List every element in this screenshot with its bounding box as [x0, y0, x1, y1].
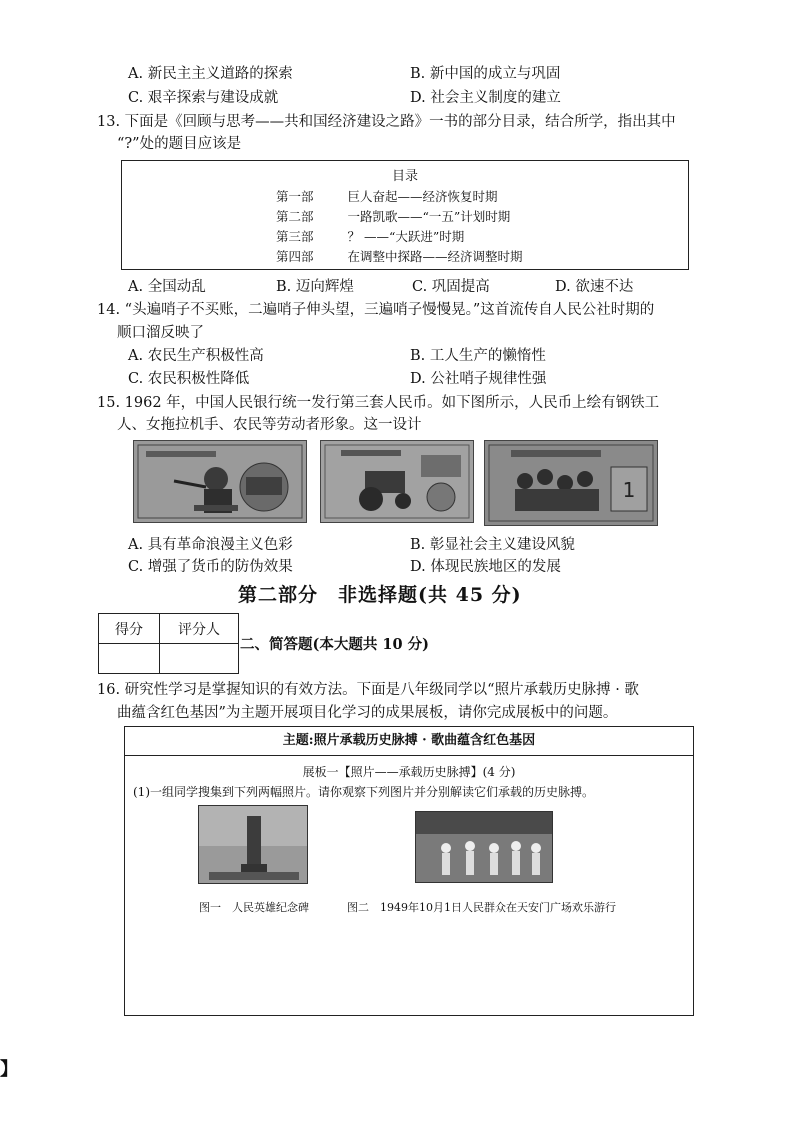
grader-cell — [160, 644, 239, 674]
banknote-image-3 — [484, 440, 658, 526]
q15-option-d: D. 体现民族地区的发展 — [410, 559, 561, 575]
q12-option-a: A. 新民主主义道路的探索 — [128, 66, 293, 82]
photo-parade — [415, 811, 553, 883]
toc-row-1 — [276, 187, 498, 205]
toc-title: 目录 — [391, 169, 418, 184]
q14-option-d: D. 公社哨子规律性强 — [410, 371, 547, 387]
q13-stem-line1: 13. 下面是《回顾与思考——共和国经济建设之路》一书的部分目录，结合所学，指出其中 — [97, 114, 676, 130]
banknote-tractor-icon — [321, 441, 473, 522]
q12-option-b: B. 新中国的成立与巩固 — [410, 66, 561, 82]
grader-label: 评分人 — [160, 614, 239, 644]
toc-text: 在调整中探路——经济调整时期 — [347, 249, 523, 264]
banknote-steelworker-icon — [134, 441, 306, 522]
q16-stem-line2: 曲蕴含红色基因”为主题开展项目化学习的成果展板，请你完成展板中的问题。 — [117, 705, 618, 721]
q12-option-c: C. 艰辛探索与建设成就 — [128, 90, 279, 106]
score-table — [98, 613, 239, 674]
toc-text: 巨人奋起——经济恢复时期 — [347, 189, 498, 204]
toc-text: 一路凯歌——“一五”计划时期 — [347, 209, 511, 224]
toc-part: 第四部 — [276, 249, 314, 264]
svg-text:1: 1 — [622, 478, 636, 502]
toc-part: 第一部 — [276, 189, 314, 204]
q14-option-c: C. 农民积极性降低 — [128, 371, 250, 387]
board-theme: 主题:照片承载历史脉搏 · 歌曲蕴含红色基因 — [125, 727, 693, 756]
board-subtitle: 展板一【照片——承载历史脉搏】(4 分) — [302, 765, 516, 779]
q14-option-a: A. 农民生产积极性高 — [128, 348, 264, 364]
banknote-image-1 — [133, 440, 307, 523]
table-of-contents-box — [121, 160, 689, 270]
board-instruction: (1)一组同学搜集到下列两幅照片。请你观察下列图片并分别解读它们承载的历史脉搏。 — [133, 785, 595, 799]
q12-option-d: D. 社会主义制度的建立 — [410, 90, 561, 106]
edge-bracket-mark: 】 — [0, 1059, 18, 1080]
toc-part: 第三部 — [276, 229, 314, 244]
banknote-image-2 — [320, 440, 474, 523]
q15-option-c: C. 增强了货币的防伪效果 — [128, 559, 293, 575]
toc-part: 第二部 — [276, 209, 314, 224]
q13-option-c: C. 巩固提高 — [412, 279, 490, 295]
q14-option-b: B. 工人生产的懒惰性 — [410, 348, 546, 364]
parade-photo-icon — [416, 812, 552, 882]
banknote-farmers-icon — [485, 441, 657, 525]
q13-option-b: B. 迈向辉煌 — [276, 279, 354, 295]
q14-stem-line2: 顺口溜反映了 — [117, 325, 204, 341]
photo-caption-2: 图二 1949年10月1日人民群众在天安门广场欢乐游行 — [347, 901, 616, 914]
q15-option-b: B. 彰显社会主义建设风貌 — [410, 537, 575, 553]
exhibition-board — [124, 726, 694, 1016]
q13-option-d: D. 欲速不达 — [555, 279, 634, 295]
q14-stem-line1: 14. “头遍哨子不买账，二遍哨子伸头望，三遍哨子慢慢晃。”这首流传自人民公社时期的 — [97, 302, 655, 318]
score-cell — [99, 644, 160, 674]
toc-text: ？ ——“大跃进”时期 — [347, 229, 465, 244]
toc-row-3 — [276, 227, 464, 245]
q13-option-a: A. 全国动乱 — [128, 279, 206, 295]
toc-row-2 — [276, 207, 510, 225]
q16-stem-line1: 16. 研究性学习是掌握知识的有效方法。下面是八年级同学以“照片承载历史脉搏 · 歌 — [97, 682, 639, 698]
score-label: 得分 — [99, 614, 160, 644]
photo-caption-1: 图一 人民英雄纪念碑 — [199, 901, 309, 914]
part2-title: 第二部分 非选择题(共 45 分) — [238, 584, 522, 606]
q15-stem-line1: 15. 1962 年，中国人民银行统一发行第三套人民币。如下图所示，人民币上绘有钢铁工 — [97, 395, 660, 411]
q15-stem-line2: 人、女拖拉机手、农民等劳动者形象。这一设计 — [117, 417, 422, 433]
q13-stem-line2: “?”处的题目应该是 — [117, 136, 242, 152]
toc-row-4 — [276, 247, 523, 265]
monument-photo-icon — [199, 806, 307, 883]
section-heading: 二、简答题(本大题共 10 分) — [240, 636, 429, 653]
photo-monument — [198, 805, 308, 884]
q15-option-a: A. 具有革命浪漫主义色彩 — [128, 537, 293, 553]
